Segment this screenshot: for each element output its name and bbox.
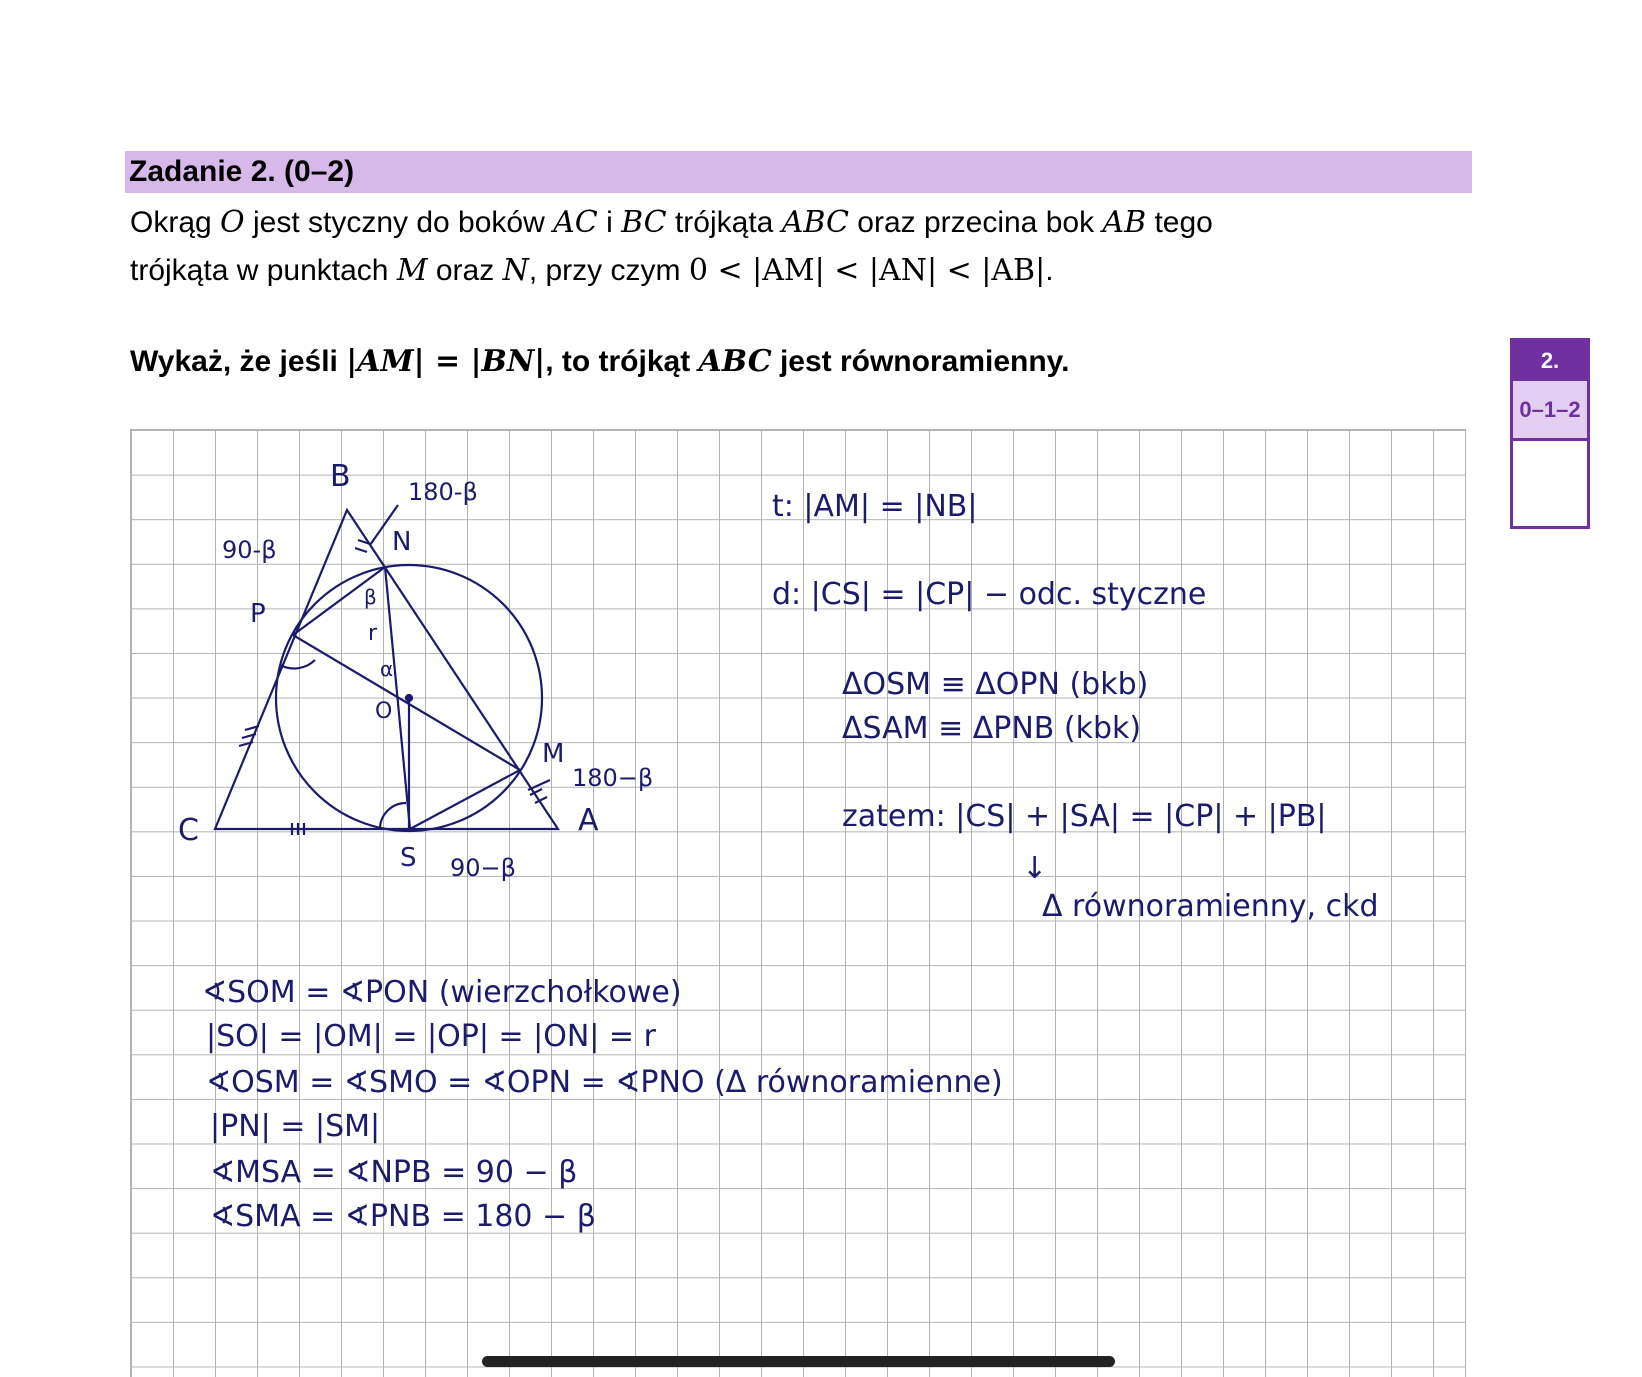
angle-arc-m	[528, 780, 550, 790]
note-line: |SO| = |OM| = |OP| = |ON| = r	[206, 1019, 656, 1054]
right-angle-s	[380, 803, 406, 829]
label-180-b-right: 180−β	[572, 764, 654, 792]
bottom-notes	[202, 975, 1003, 1234]
task-command: Wykaż, że jeśli |AM| = |BN|, to trójkąt ABC jest równoramienny.	[130, 344, 1070, 379]
note-line: ΔSAM ≡ ΔPNB (kbk)	[842, 711, 1142, 746]
task-title: Zadanie 2. (0–2)	[129, 155, 355, 188]
note-line: ΔOSM ≡ ΔOPN (bkb)	[842, 667, 1149, 702]
label-s: S	[400, 843, 417, 873]
label-90-b-bottom: 90−β	[450, 854, 516, 882]
note-line: ∢SOM = ∢PON (wierzchołkowe)	[202, 975, 682, 1010]
label-b: B	[330, 459, 351, 494]
label-n: N	[392, 527, 412, 557]
segment-pm	[293, 635, 520, 770]
label-alpha: α	[380, 657, 394, 681]
score-points: 0–1–2	[1513, 381, 1587, 441]
note-arrow: ↓	[1022, 851, 1048, 886]
statement-line-1: Okrąg O jest styczny do boków AC i BC trójkąta ABC oraz przecina bok AB tego	[130, 205, 1213, 240]
home-indicator[interactable]	[482, 1356, 1115, 1367]
note-line: ∢OSM = ∢SMO = ∢OPN = ∢PNO (Δ równoramienne)	[206, 1065, 1003, 1100]
label-m: M	[542, 739, 565, 769]
note-line: |PN| = |SM|	[210, 1109, 381, 1144]
note-line: d: |CS| = |CP| − odc. styczne	[772, 577, 1207, 612]
label-a: A	[578, 803, 599, 838]
diagram-labels	[178, 459, 653, 882]
label-o: O	[375, 699, 393, 724]
note-line: zatem: |CS| + |SA| = |CP| + |PB|	[842, 799, 1327, 834]
note-line: ∢SMA = ∢PNB = 180 − β	[210, 1199, 596, 1234]
label-c: C	[178, 813, 199, 848]
score-task-number: 2.	[1513, 341, 1587, 381]
note-line: Δ równoramienny, ckd	[1042, 889, 1379, 924]
point-o	[406, 695, 412, 701]
note-line: t: |AM| = |NB|	[772, 489, 978, 524]
label-180-b-top: 180-β	[408, 478, 478, 506]
note-line: ∢MSA = ∢NPB = 90 − β	[210, 1155, 578, 1190]
label-p: P	[250, 599, 266, 629]
statement-line-2: trójkąta w punktach M oraz N, przy czym 0 < |AM| < |AN| < |AB|.	[130, 253, 1054, 288]
segment-sm	[410, 770, 520, 829]
label-90-b-left: 90-β	[222, 536, 277, 564]
right-notes	[772, 489, 1379, 924]
label-r: r	[368, 621, 378, 646]
label-beta: β	[364, 585, 377, 609]
